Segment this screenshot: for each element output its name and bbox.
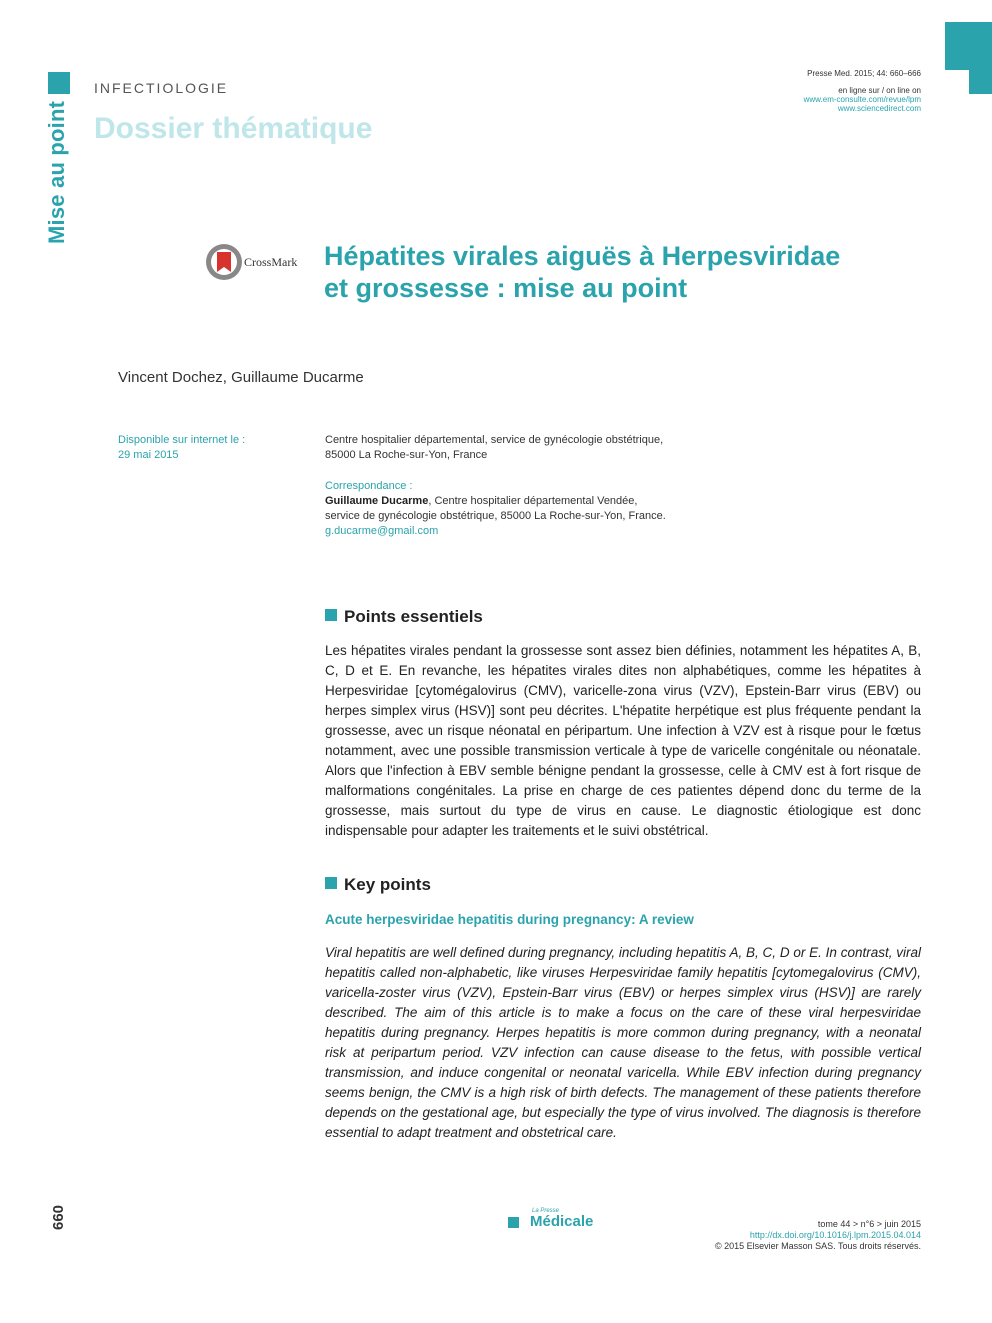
correspondence-line-1: , Centre hospitalier départemental Vendée, — [428, 495, 638, 507]
section-marker — [48, 72, 70, 94]
page-number: 660 — [50, 1204, 67, 1230]
available-label: Disponible sur internet le : — [118, 434, 246, 446]
sciencedirect-link[interactable]: www.sciencedirect.com — [837, 104, 921, 113]
corner-decoration-small — [969, 70, 992, 94]
vertical-section-title: Mise au point — [44, 100, 69, 244]
correspondence-name: Guillaume Ducarme — [325, 495, 429, 507]
journal-citation: Presse Med. 2015; 44: 660–666 — [807, 69, 921, 78]
key-points-heading: Key points — [325, 875, 431, 895]
points-essentiels-heading: Points essentiels — [325, 607, 483, 627]
affiliation-line-2: 85000 La Roche-sur-Yon, France — [325, 449, 488, 461]
article-title — [324, 240, 924, 304]
footer-meta — [715, 1219, 921, 1252]
correspondence-label: Correspondance : — [325, 480, 413, 492]
available-date: 29 mai 2015 — [118, 449, 179, 461]
crossmark-icon — [206, 244, 242, 280]
corner-decoration — [945, 22, 992, 70]
online-label: en ligne sur / on line on — [838, 86, 921, 95]
dossier-title: Dossier thématique — [94, 112, 373, 145]
title-line-1: Hépatites virales aiguës à Herpesviridae — [324, 241, 841, 271]
affiliation — [325, 433, 663, 463]
logo-marker — [508, 1217, 519, 1228]
title-line-2: et grossesse : mise au point — [324, 273, 688, 303]
heading-marker — [325, 877, 337, 889]
correspondence-email[interactable]: g.ducarme@gmail.com — [325, 525, 439, 537]
logo-text: Médicale — [530, 1213, 594, 1230]
key-points-text: Viral hepatitis are well defined during pregnancy, including hepatitis A, B, C, D or E. In contrast, viral hepatitis called non-alphabetic, like viruses Herpesviridae family hepatitis [cytomegalovirus (CMV), varicella-zoster virus (VZV), Epstein-Barr virus (EBV) or herpes simplex virus (HSV)] are rarely described. The aim of this article is to make a focus on the care of these viral herpesviridae hepatitis during pregnancy. Herpes hepatitis is more common during pregnancy, with a neonatal risk at peripartum period. VZV infection can cause disease to the fetus, with possible vertical transmission, and induce congenital or neonatal varicella. While EBV infection during pregnancy seems benign, the CMV is a high risk of birth defects. The management of these patients therefore depends on the gestational age, but especially the type of virus involved. The diagnosis is therefore essential to adapt treatment and obstetrical care. — [325, 945, 921, 1140]
crossmark-label: CrossMark — [244, 255, 298, 269]
section-label: INFECTIOLOGIE — [94, 80, 229, 96]
availability — [118, 433, 245, 463]
doi-link[interactable]: http://dx.doi.org/10.1016/j.lpm.2015.04.014 — [749, 1230, 921, 1240]
affiliation-line-1: Centre hospitalier départemental, service de gynécologie obstétrique, — [325, 434, 664, 446]
points-essentiels-text: Les hépatites virales pendant la grossesse sont assez bien définies, notamment les hépatites A, B, C, D et E. En revanche, les hépatites virales dites non alphabétiques, comme les hépatites à Herpesviridae [cytomégalovirus (CMV), varicelle-zona virus (VZV), Epstein-Barr virus (EBV) ou herpes simplex virus (HSV)] sont peu décrites. L'hépatite herpétique est plus fréquente pendant la grossesse, avec un risque néonatal en péripartum. Une infection à VZV est à risque pour le fœtus notamment, avec une possible transmission verticale à type de varicelle congénitale ou néonatale. Alors que l'infection à EBV semble bénigne pendant la grossesse, celle à CMV est à fort risque de malformations congénitales. La prise en charge de ces patientes dépend donc du terme de la grossesse, mais surtout du type de virus en cause. Le diagnostic étiologique est donc indispensable pour adapter les traitements et le suivi obstétrical. — [325, 643, 921, 838]
copyright: © 2015 Elsevier Masson SAS. Tous droits réservés. — [714, 1241, 921, 1251]
correspondence — [325, 479, 666, 539]
authors: Vincent Dochez, Guillaume Ducarme — [118, 369, 364, 386]
heading-marker — [325, 609, 337, 621]
em-consulte-link[interactable]: www.em-consulte.com/revue/lpm — [803, 95, 921, 104]
volume-info: tome 44 > n°6 > juin 2015 — [817, 1219, 921, 1229]
journal-meta — [804, 69, 921, 113]
journal-logo — [508, 1208, 608, 1232]
english-title: Acute herpesviridae hepatitis during pregnancy: A review — [325, 912, 694, 927]
crossmark-badge[interactable] — [206, 244, 306, 282]
logo-small-text: La Presse — [532, 1208, 560, 1214]
correspondence-line-2: service de gynécologie obstétrique, 85000 La Roche-sur-Yon, France. — [325, 510, 666, 522]
